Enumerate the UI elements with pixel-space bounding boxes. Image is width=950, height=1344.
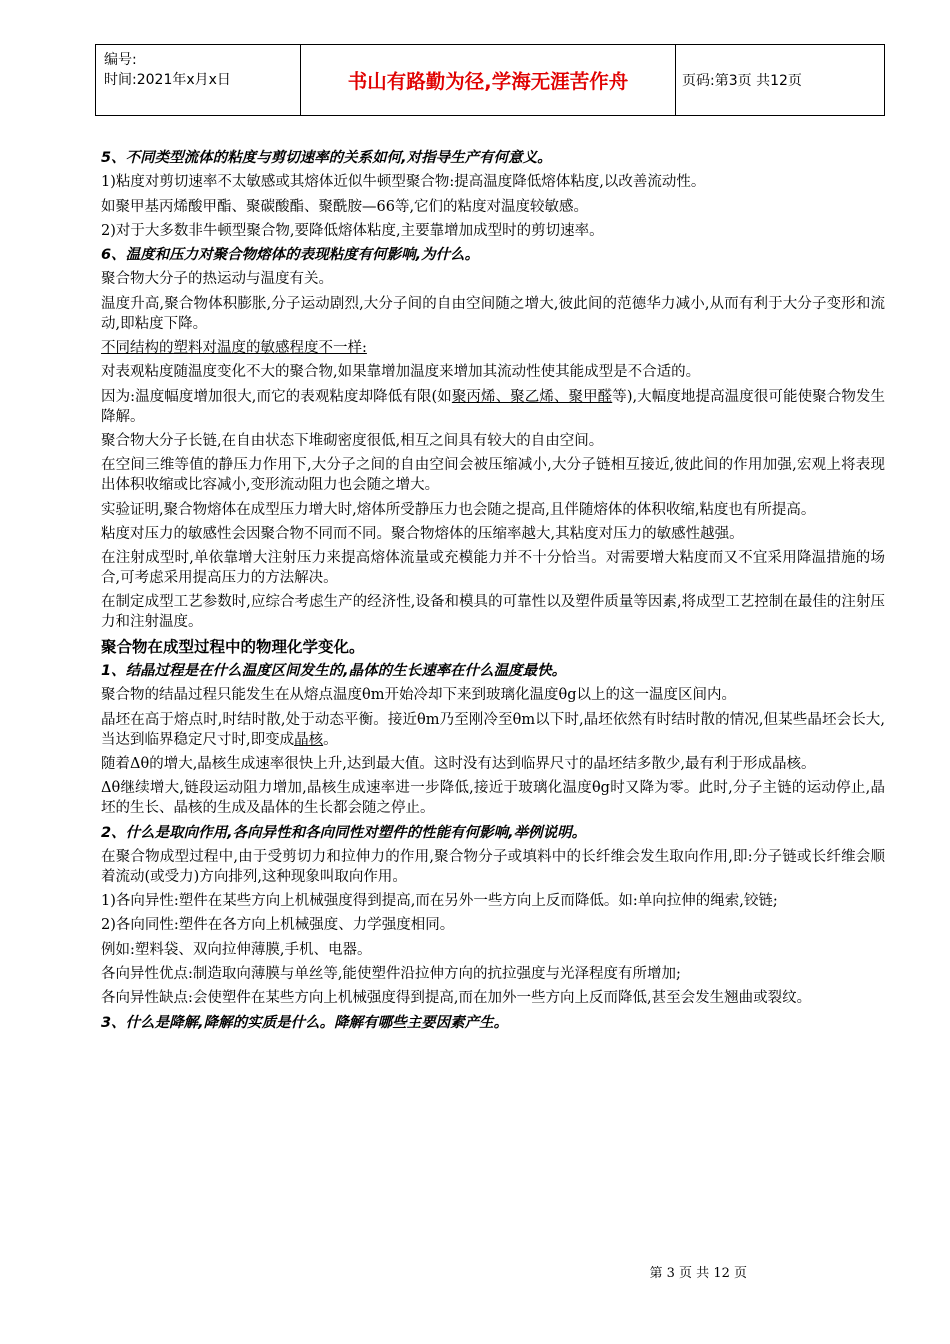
- header-motto: 书山有路勤为径,学海无涯苦作舟: [301, 45, 676, 115]
- paragraph: 各向异性缺点:会使塑件在某些方向上机械强度得到提高,而在加外一些方向上反而降低,甚至会发生翘曲或裂纹。: [101, 990, 812, 1007]
- paragraph: 1)粘度对剪切速率不太敏感或其熔体近似牛顿型聚合物:提高温度降低熔体粘度,以改善流动性。: [101, 174, 706, 191]
- document-body: [101, 148, 885, 1037]
- paragraph: 对表观粘度随温度变化不大的聚合物,如果靠增加温度来增加其流动性使其能成型是不合适的。: [101, 364, 701, 381]
- paragraph: 聚合物大分子长链,在自由状态下堆砌密度很低,相互之间具有较大的自由空间。: [101, 432, 604, 449]
- question-heading: 6、温度和压力对聚合物熔体的表现粘度有何影响,为什么。: [101, 247, 480, 264]
- document-number-label: 编号:: [104, 52, 137, 68]
- paragraph: 随着Δθ的增大,晶核生成速率很快上升,达到最大值。这时没有达到临界尺寸的晶坯结多散少,最有利于形成晶核。: [101, 755, 816, 772]
- paragraph: 在注射成型时,单依靠增大注射压力来提高熔体流量或充模能力并不十分恰当。对需要增大粘度而又不宜采用降温措施的场合,可考虑采用提高压力的方法解决。: [101, 550, 885, 587]
- footer-page-number: 第 3 页 共 12 页: [649, 1266, 747, 1281]
- document-time-label: 时间:2021年x月x日: [104, 72, 231, 88]
- question-heading: 5、不同类型流体的粘度与剪切速率的关系如何,对指导生产有何意义。: [101, 150, 552, 166]
- page-header: [95, 44, 885, 116]
- underlined-text: 聚丙烯、聚乙烯、聚甲醛: [451, 388, 613, 405]
- question-heading: 3、什么是降解,降解的实质是什么。降解有哪些主要因素产生。: [101, 1014, 509, 1031]
- text-span: 。: [323, 731, 338, 748]
- paragraph: 2)对于大多数非牛顿型聚合物,要降低熔体粘度,主要靠增加成型时的剪切速率。: [101, 222, 604, 239]
- paragraph: 温度升高,聚合物体积膨胀,分子运动剧烈,大分子间的自由空间随之增大,彼此间的范德华力减小,从而有利于大分子变形和流动,即粘度下降。: [101, 295, 885, 332]
- section-heading: 聚合物在成型过程中的物理化学变化。: [101, 637, 365, 656]
- underlined-paragraph: 不同结构的塑料对温度的敏感程度不一样:: [101, 340, 367, 357]
- paragraph: 2)各向同性:塑件在各方向上机械强度、力学强度相同。: [101, 917, 455, 934]
- paragraph: 例如:塑料袋、双向拉伸薄膜,手机、电器。: [101, 941, 372, 958]
- text-span: 因为:温度幅度增加很大,而它的表观粘度却降低有限(如: [101, 388, 452, 405]
- paragraph: 1)各向异性:塑件在某些方向上机械强度得到提高,而在另外一些方向上反而降低。如:单向拉伸的绳索,铰链;: [101, 893, 778, 910]
- text-span: 等),大幅度地提高温度很可能使聚合物发生降解。: [101, 388, 886, 425]
- paragraph: 在空间三维等值的静压力作用下,大分子之间的自由空间会被压缩减小,大分子链相互接近,彼此间的作用加强,宏观上将表现出体积收缩或比容减小,变形流动阻力也会随之增大。: [101, 457, 885, 494]
- paragraph: 聚合物大分子的热运动与温度有关。: [101, 271, 333, 288]
- question-heading: 2、什么是取向作用,各向异性和各向同性对塑件的性能有何影响,举例说明。: [101, 824, 587, 841]
- question-heading: 1、结晶过程是在什么温度区间发生的,晶体的生长速率在什么温度最快。: [101, 663, 567, 680]
- paragraph: [101, 710, 885, 750]
- paragraph: Δθ继续增大,链段运动阻力增加,晶核生成速率进一步降低,接近于玻璃化温度θg时又降为零。此时,分子主链的运动停止,晶坯的生长、晶核的生成及晶体的生长都会随之停止。: [101, 780, 885, 817]
- underlined-text: 晶核: [294, 731, 324, 748]
- paragraph: 聚合物的结晶过程只能发生在从熔点温度θm开始冷却下来到玻璃化温度θg以上的这一温度区间内。: [101, 687, 736, 704]
- paragraph: 实验证明,聚合物熔体在成型压力增大时,熔体所受静压力也会随之提高,且伴随熔体的体积收缩,粘度也有所提高。: [101, 501, 816, 518]
- paragraph: 如聚甲基丙烯酸甲酯、聚碳酸酯、聚酰胺—66等,它们的粘度对温度较敏感。: [101, 198, 589, 215]
- paragraph: [101, 387, 885, 427]
- header-meta: [96, 45, 301, 115]
- paragraph: 在聚合物成型过程中,由于受剪切力和拉伸力的作用,聚合物分子或填料中的长纤维会发生取向作用,即:分子链或长纤维会顺着流动(或受力)方向排列,这种现象叫取向作用。: [101, 848, 885, 885]
- paragraph: 在制定成型工艺参数时,应综合考虑生产的经济性,设备和模具的可靠性以及塑件质量等因素,将成型工艺控制在最佳的注射压力和注射温度。: [101, 594, 885, 631]
- header-page-number: 页码:第3页 共12页: [682, 73, 802, 89]
- paragraph: 各向异性优点:制造取向薄膜与单丝等,能使塑件沿拉伸方向的抗拉强度与光泽程度有所增加;: [101, 966, 681, 983]
- text-span: 晶坯在高于熔点时,时结时散,处于动态平衡。接近θm乃至刚冷至θm以下时,晶坯依然有时结时散的情况,但某些晶坯会长大,当达到临界稳定尺寸时,即变成: [101, 711, 885, 748]
- paragraph: 粘度对压力的敏感性会因聚合物不同而不同。聚合物熔体的压缩率越大,其粘度对压力的敏感性越强。: [101, 525, 744, 542]
